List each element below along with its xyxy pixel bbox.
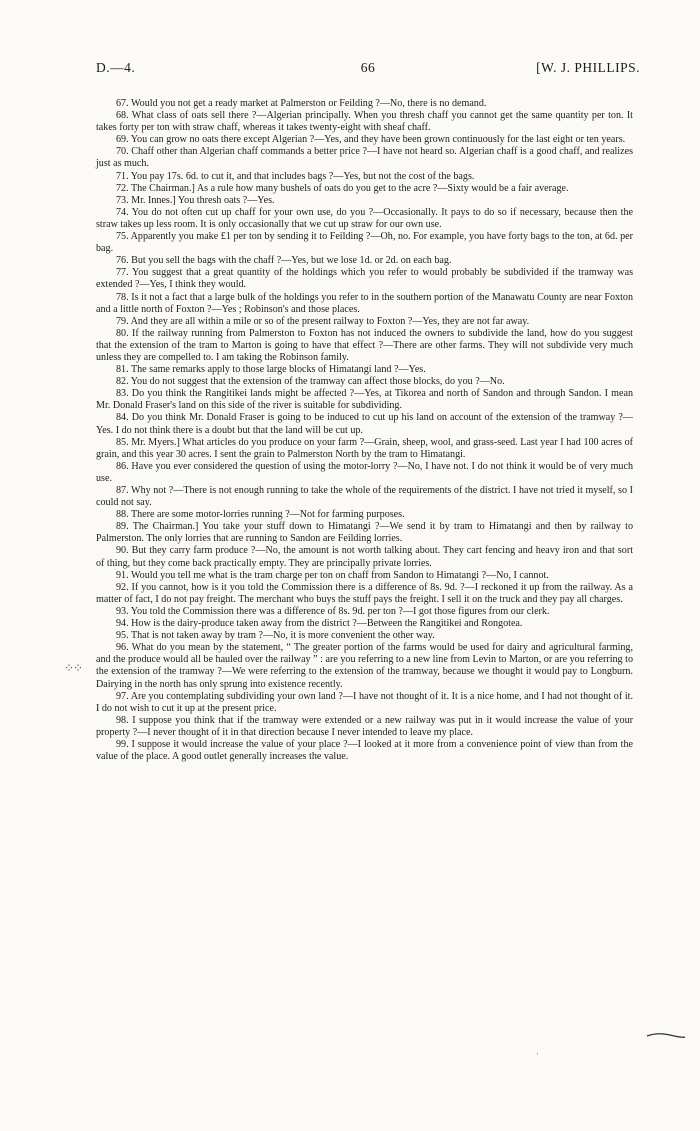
evidence-paragraph: 80. If the railway running from Palmerston to Foxton has not induced the owners to subdivide the land, how do you suggest that the extension of the tram to Marton is going to have that effect ?—There are other farms. They will not subdivide very much unless they are compelled to. I am taking the Robinson family. (96, 327, 633, 363)
evidence-paragraph: 89. The Chairman.] You take your stuff down to Himatangi ?—We send it by tram to Himatangi and then by railway to Palmerston. The only lorries that are running to Sandon are Feilding lorries. (96, 521, 633, 545)
evidence-paragraph: 77. You suggest that a great quantity of the holdings which you refer to would probably be subdivided if the tramway was extended ?—Yes, I think they would. (96, 267, 633, 291)
evidence-paragraph: 96. What do you mean by the statement, “ The greater portion of the farms would be used for dairy and agricultural farming, and the produce would all be hauled over the railway ” : are you referring to a new line from Levin to Marton, or are you referring to the extension of the tramway ?—We were referring to the extension of the tramway, because we thought it would pay to Longburn. Dairying in the north has only sprung into existence recently. (96, 642, 633, 690)
evidence-paragraph: 69. You can grow no oats there except Algerian ?—Yes, and they have been grown continuously for the last eight or ten years. (116, 134, 626, 146)
evidence-paragraph: 88. There are some motor-lorries running ?—Not for farming purposes. (116, 509, 405, 521)
evidence-paragraph: 70. Chaff other than Algerian chaff commands a better price ?—I have not heard so. Algerian chaff is a good chaff, and realizes just as much. (96, 146, 633, 170)
evidence-paragraph: 93. You told the Commission there was a difference of 8s. 9d. per ton ?—I got those figures from our clerk. (116, 605, 550, 617)
witness-name: [W. J. PHILLIPS. (536, 60, 640, 75)
margin-mark-icon: ⁘⁘ (64, 661, 83, 675)
evidence-paragraph: 95. That is not taken away by tram ?—No, it is more convenient the other way. (116, 630, 435, 642)
evidence-text (96, 98, 633, 763)
evidence-paragraph: 87. Why not ?—There is not enough running to take the whole of the requirements of the district. I have not tried it myself, so I could not say. (96, 485, 633, 509)
evidence-paragraph: 76. But you sell the bags with the chaff ?—Yes, but we lose 1d. or 2d. on each bag. (116, 255, 452, 267)
page-header (96, 60, 640, 80)
evidence-paragraph: 86. Have you ever considered the question of using the motor-lorry ?—No, I have not. I do not think it would be of very much use. (96, 460, 633, 484)
evidence-paragraph: 75. Apparently you make £1 per ton by sending it to Feilding ?—Oh, no. For example, you have forty bags to the ton, at 6d. per bag. (96, 231, 633, 255)
evidence-paragraph: 68. What class of oats sell there ?—Algerian principally. When you thresh chaff you cannot get the same quantity per ton. It takes forty per ton with straw chaff, whereas it takes twenty-eight with sheaf chaff. (96, 110, 633, 134)
evidence-paragraph: 78. Is it not a fact that a large bulk of the holdings you refer to in the southern portion of the Manawatu County are near Foxton and a little north of Foxton ?—Yes ; Robinson's and those places. (96, 291, 633, 315)
evidence-paragraph: 82. You do not suggest that the extension of the tramway can affect those blocks, do you ?—No. (116, 376, 505, 388)
evidence-paragraph: 79. And they are all within a mile or so of the present railway to Foxton ?—Yes, they are not far away. (116, 315, 530, 327)
evidence-paragraph: 83. Do you think the Rangitikei lands might be affected ?—Yes, at Tikorea and north of Sandon and through Sandon. I mean Mr. Donald Fraser's land on this side of the river is suitable for subdividing. (96, 388, 633, 412)
evidence-paragraph: 90. But they carry farm produce ?—No, the amount is not worth talking about. They cart fencing and heavy iron and that sort of thing, but they come back practically empty. They are principally private lorries. (96, 545, 633, 569)
evidence-paragraph: 81. The same remarks apply to those large blocks of Himatangi land ?—Yes. (116, 364, 426, 376)
evidence-paragraph: 97. Are you contemplating subdividing your own land ?—I have not thought of it. It is a nice home, and I had not thought of it. I do not wish to cut it up at the present price. (96, 690, 633, 714)
evidence-paragraph: 94. How is the dairy-produce taken away from the district ?—Between the Rangitikei and Rongotea. (116, 618, 523, 630)
evidence-paragraph: 72. The Chairman.] As a rule how many bushels of oats do you get to the acre ?—Sixty would be a fair average. (116, 182, 569, 194)
evidence-paragraph: 99. I suppose it would increase the value of your place ?—I looked at it more from a convenience point of view than from the value of the place. A good outlet generally increases the value. (96, 738, 633, 763)
speck-mark-icon: ˈ (536, 1052, 540, 1063)
evidence-paragraph: 91. Would you tell me what is the tram charge per ton on chaff from Sandon to Himatangi ?—No, I cannot. (116, 569, 549, 581)
evidence-paragraph: 92. If you cannot, how is it you told the Commission there is a difference of 8s. 9d. ?—I reckoned it up from the railway. As a matter of fact, I do not pay freight. The merchant who buys the stuff pays the freight. I sell it on the truck and they pay all charges. (96, 581, 633, 605)
document-code: D.—4. (96, 60, 136, 75)
evidence-paragraph: 85. Mr. Myers.] What articles do you produce on your farm ?—Grain, sheep, wool, and grass-seed. Last year I had 100 acres of grain, and this year 30 acres. I sent the grain to Palmerston North by the tram to Himatangi. (96, 436, 633, 460)
evidence-paragraph: 71. You pay 17s. 6d. to cut it, and that includes bags ?—Yes, but not the cost of the bags. (116, 170, 475, 182)
margin-dash-icon (646, 1030, 686, 1040)
evidence-paragraph: 98. I suppose you think that if the tramway were extended or a new railway was put in it would increase the value of your property ?—I never thought of it in that direction because I never intended to leave my place. (96, 714, 633, 738)
evidence-paragraph: 73. Mr. Innes.] You thresh oats ?—Yes. (116, 194, 275, 206)
evidence-paragraph: 84. Do you think Mr. Donald Fraser is going to be induced to cut up his land on account of the extension of the tramway ?—Yes. I do not think there is a doubt but that the land will be cut up. (96, 412, 633, 436)
evidence-paragraph: 67. Would you not get a ready market at Palmerston or Feilding ?—No, there is no demand. (116, 98, 487, 109)
evidence-paragraph: 74. You do not often cut up chaff for your own use, do you ?—Occasionally. It pays to do so if necessary, because then the straw takes up less room. It is only occasionally that we cut up straw for our own use. (96, 206, 633, 230)
page-number: 66 (360, 60, 376, 75)
